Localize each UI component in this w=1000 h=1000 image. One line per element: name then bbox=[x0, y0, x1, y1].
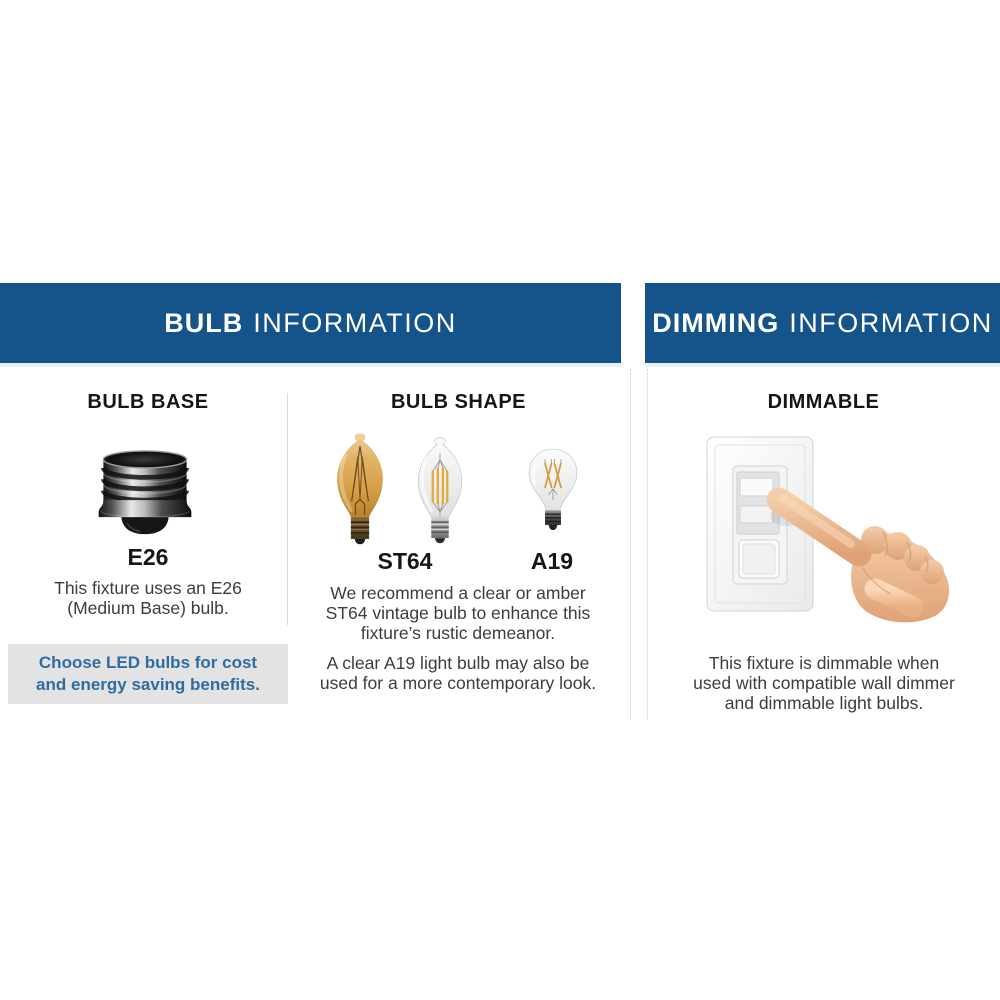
text-line: fixture’s rustic demeanor. bbox=[360, 623, 556, 643]
dimmable-title: DIMMABLE bbox=[767, 391, 880, 413]
bulb-header-bold: BULB bbox=[164, 307, 244, 338]
e26-bulb-base-icon bbox=[93, 447, 197, 539]
text-line: Choose LED bulbs for cost bbox=[38, 653, 258, 672]
bulb-base-title: BULB BASE bbox=[87, 391, 209, 413]
dimmable-description bbox=[660, 653, 988, 713]
dimming-header-bold: DIMMING bbox=[652, 307, 780, 338]
bulb-information-header bbox=[0, 283, 621, 367]
text-line: ST64 vintage bulb to enhance this bbox=[325, 603, 591, 623]
text-line: We recommend a clear or amber bbox=[330, 583, 586, 603]
bulb-base-description bbox=[8, 578, 288, 618]
text-line: A clear A19 light bulb may also be bbox=[326, 653, 590, 673]
st64-label: ST64 bbox=[377, 548, 433, 574]
dimming-header-regular: INFORMATION bbox=[789, 307, 993, 338]
text-line: This fixture uses an E26 bbox=[54, 578, 242, 598]
text-line: and energy saving benefits. bbox=[36, 675, 260, 694]
text-line: (Medium Base) bulb. bbox=[67, 598, 229, 618]
text-line: used for a more contemporary look. bbox=[319, 673, 597, 693]
text-line: This fixture is dimmable when bbox=[708, 653, 940, 673]
text-line: used with compatible wall dimmer bbox=[693, 673, 955, 693]
led-tip-box bbox=[8, 644, 288, 704]
text-line: and dimmable light bulbs. bbox=[724, 693, 924, 713]
dimmer-switch-hand-icon bbox=[695, 436, 993, 625]
a19-label: A19 bbox=[530, 548, 574, 574]
section-divider-dotted-right bbox=[647, 369, 648, 719]
bulb-shape-paragraph-2 bbox=[293, 653, 623, 693]
st64-clear-bulb-icon bbox=[411, 434, 469, 545]
section-divider-dotted-left bbox=[630, 369, 631, 719]
e26-label: E26 bbox=[127, 544, 169, 570]
bulb-shape-paragraph-1 bbox=[293, 583, 623, 643]
st64-amber-bulb-icon bbox=[329, 431, 391, 545]
a19-clear-bulb-icon bbox=[524, 444, 582, 538]
bulb-shape-title: BULB SHAPE bbox=[390, 391, 526, 413]
dimming-information-header bbox=[645, 283, 1000, 367]
bulb-header-regular: INFORMATION bbox=[253, 307, 457, 338]
